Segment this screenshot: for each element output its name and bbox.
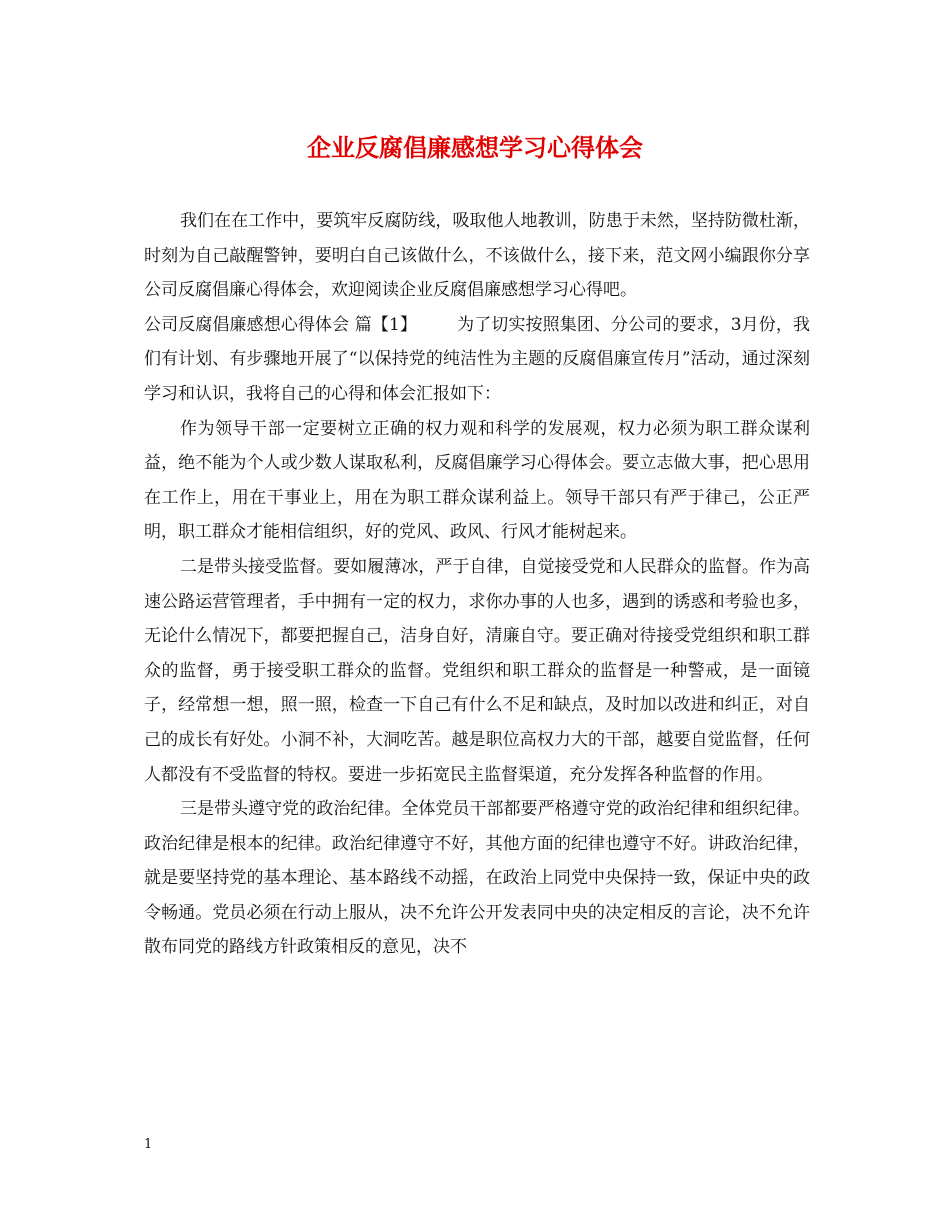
document-body <box>144 204 810 965</box>
body-paragraph: 二是带头接受监督。要如履薄冰，严于自律，自觉接受党和人民群众的监督。作为高速公路运营管理者，手中拥有一定的权力，求你办事的人也多，遇到的诱惑和考验也多，无论什么情况下，都要把握自己，洁身自好，清廉自守。要正确对待接受党组织和职工群众的监督，勇于接受职工群众的监督。党组织和职工群众的监督是一种警戒，是一面镜子，经常想一想，照一照，检查一下自己有什么不足和缺点，及时加以改进和纠正，对自己的成长有好处。小洞不补，大洞吃苦。越是职位高权力大的干部，越要自觉监督，任何人都没有不受监督的特权。要进一步拓宽民主监督渠道，充分发挥各种监督的作用。 <box>144 556 810 785</box>
section-intro-text: 为了切实按照集团、分公司的要求，3月份，我们有计划、有步骤地开展了“以保持党的纯洁性为主题的反腐倡廉宣传月”活动，通过深刻学习和认识，我将自己的心得和体会汇报如下： <box>144 314 810 404</box>
body-paragraph: 三是带头遵守党的政治纪律。全体党员干部都要严格遵守党的政治纪律和组织纪律。政治纪律是根本的纪律。政治纪律遵守不好，其他方面的纪律也遵守不好。讲政治纪律，就是要坚持党的基本理论、基本路线不动摇，在政治上同党中央保持一致，保证中央的政令畅通。党员必须在行动上服从，决不允许公开发表同中央的决定相反的言论，决不允许散布同党的路线方针政策相反的意见，决不 <box>144 799 810 958</box>
page-number: 1 <box>144 1137 153 1152</box>
document-title: 企业反腐倡廉感想学习心得体会 <box>307 133 643 162</box>
intro-paragraph: 我们在在工作中，要筑牢反腐防线，吸取他人地教训，防患于未然，坚持防微杜渐，时刻为自己敲醒警钟，要明白自己该做什么，不该做什么，接下来，范文网小编跟你分享公司反腐倡廉心得体会，欢迎阅读企业反腐倡廉感想学习心得吧。 <box>144 211 810 301</box>
section-paragraph <box>144 308 810 412</box>
body-paragraph: 作为领导干部一定要树立正确的权力观和科学的发展观，权力必须为职工群众谋利益，绝不能为个人或少数人谋取私利，反腐倡廉学习心得体会。要立志做大事，把心思用在工作上，用在干事业上，用在为职工群众谋利益上。领导干部只有严于律己，公正严明，职工群众才能相信组织，好的党风、政风、行风才能树起来。 <box>144 418 810 543</box>
section-heading: 公司反腐倡廉感想心得体会 篇【1】 <box>144 314 417 335</box>
